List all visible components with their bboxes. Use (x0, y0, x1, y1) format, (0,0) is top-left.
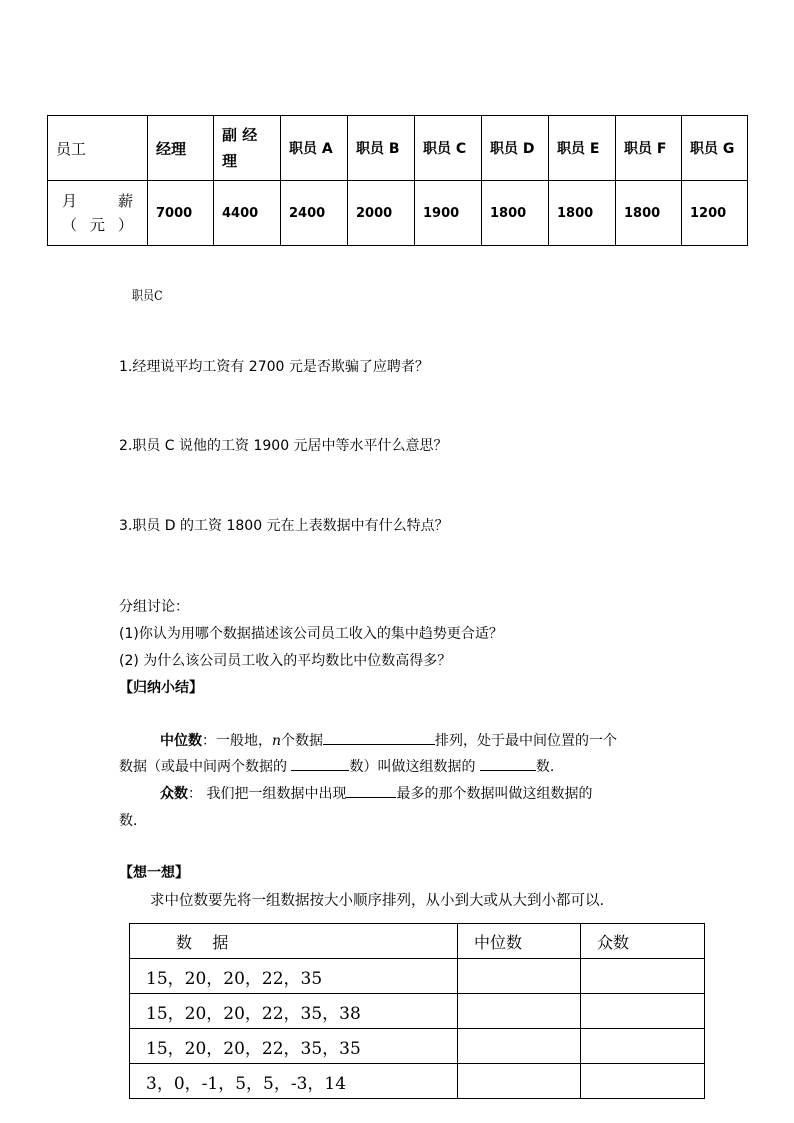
median-text: 个数据 (281, 733, 324, 749)
median-mode-table (129, 923, 705, 1099)
table-row (130, 994, 705, 1029)
salary-table (47, 115, 748, 246)
salary-value: 1800 (549, 181, 616, 246)
header-cell-staff-f: 职员 F (616, 116, 682, 181)
salary-value: 1900 (415, 181, 482, 246)
answer-blank[interactable] (323, 730, 435, 745)
mode-answer-cell[interactable] (581, 1064, 705, 1099)
question-3: 3.职员 D 的工资 1800 元在上表数据中有什么特点？ (119, 518, 449, 534)
variable-n: n (272, 733, 282, 749)
discussion-item-1: (1)你认为用哪个数据描述该公司员工收入的集中趋势更合适？ (119, 626, 503, 642)
median-answer-cell[interactable] (458, 1064, 581, 1099)
salary-value: 4400 (214, 181, 281, 246)
think-text: 求中位数要先将一组数据按大小顺序排列，从小到大或从大到小都可以. (150, 893, 605, 909)
salary-header-row (48, 116, 748, 181)
summary-title: 【归纳小结】 (119, 680, 203, 696)
median-text: 数）叫做这组数据的 (349, 759, 480, 775)
header-cell-staff-c: 职员 C (415, 116, 482, 181)
answer-blank[interactable] (291, 756, 349, 771)
question-2: 2.职员 C 说他的工资 1900 元居中等水平什么意思？ (119, 438, 448, 454)
salary-value: 2000 (348, 181, 415, 246)
answer-blank[interactable] (346, 783, 396, 798)
median-definition-line-2 (119, 756, 554, 776)
header-cell-manager: 经理 (148, 116, 214, 181)
answer-blank[interactable] (480, 756, 536, 771)
median-text: ：一般地， (202, 733, 272, 749)
header-cell-staff-b: 职员 B (348, 116, 415, 181)
salary-value: 7000 (148, 181, 214, 246)
discussion-title: 分组讨论： (119, 599, 189, 615)
median-text: 排列，处于最中间位置的一个 (435, 733, 618, 749)
table-row (130, 1029, 705, 1064)
salary-value: 2400 (281, 181, 348, 246)
header-cell-staff-d: 职员 D (482, 116, 549, 181)
salary-value: 1800 (482, 181, 549, 246)
median-definition-line-1 (160, 730, 617, 750)
header-cell-staff-a: 职员 A (281, 116, 348, 181)
data-set: 15，20，20，22，35，38 (130, 994, 458, 1029)
table-header-row (130, 924, 705, 959)
median-answer-cell[interactable] (458, 1029, 581, 1064)
median-answer-cell[interactable] (458, 959, 581, 994)
discussion-item-2: (2) 为什么该公司员工收入的平均数比中位数高得多？ (119, 653, 452, 669)
salary-value: 1800 (616, 181, 682, 246)
salary-value-row (48, 181, 748, 246)
median-term: 中位数 (160, 733, 202, 749)
median-text: 数. (535, 759, 555, 775)
mode-definition-line-1 (160, 783, 592, 803)
header-mode: 众数 (581, 924, 705, 959)
table-row (130, 1064, 705, 1099)
mode-text: 最多的那个数据叫做这组数据的 (396, 786, 593, 802)
header-cell-staff-g: 职员 G (682, 116, 748, 181)
data-set: 15，20，20，22，35 (130, 959, 458, 994)
header-cell-staff-e: 职员 E (549, 116, 616, 181)
header-cell-deputy-manager: 副 经 理 (214, 116, 281, 181)
staff-c-label: 职员C (132, 289, 163, 304)
mode-answer-cell[interactable] (581, 994, 705, 1029)
mode-answer-cell[interactable] (581, 959, 705, 994)
table-row (130, 959, 705, 994)
think-title: 【想一想】 (119, 865, 189, 881)
question-1: 1.经理说平均工资有 2700 元是否欺骗了应聘者？ (119, 359, 429, 375)
median-answer-cell[interactable] (458, 994, 581, 1029)
header-median: 中位数 (458, 924, 581, 959)
median-text: 数据（或最中间两个数据的 (119, 759, 292, 775)
row-label-monthly-salary: 月 薪（元） (48, 181, 148, 246)
mode-answer-cell[interactable] (581, 1029, 705, 1064)
data-set: 15，20，20，22，35，35 (130, 1029, 458, 1064)
header-data: 数 据 (130, 924, 458, 959)
mode-definition-line-2: 数. (119, 813, 138, 829)
header-cell-employee: 员工 (48, 116, 148, 181)
mode-term: 众数 (160, 786, 188, 802)
data-set: 3，0，-1，5，5，-3，14 (130, 1064, 458, 1099)
salary-value: 1200 (682, 181, 748, 246)
mode-text: ： 我们把一组数据中出现 (188, 786, 347, 802)
